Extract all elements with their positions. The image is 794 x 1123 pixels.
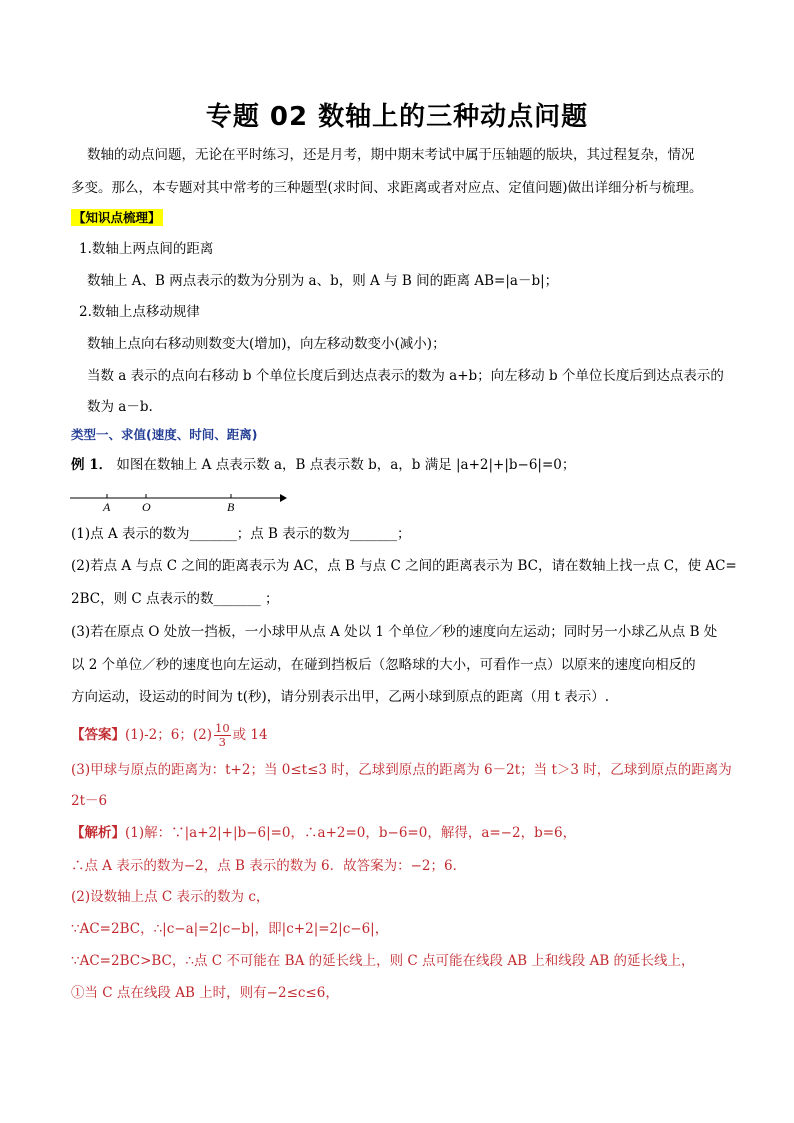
number-line-figure	[68, 488, 288, 514]
example-stem-line	[71, 455, 734, 475]
analysis-line-1: (1)解：∵|a+2|+|b−6|=0，∴a+2=0，b−6=0，解得，a=−2，b=6，	[125, 825, 577, 841]
fraction-denominator: 3	[218, 735, 226, 749]
intro-line-1: 数轴的动点问题，无论在平时练习，还是月考，期中期末考试中属于压轴题的版块，其过程复杂，情况	[87, 147, 695, 163]
number-line-arrow	[280, 494, 287, 502]
answer-part-1-end: 或 14	[232, 727, 268, 743]
question-3-line-2: 以 2 个单位／秒的速度也向左运动，在碰到挡板后（忽略球的大小，可看作一点）以原来的速度向相反的	[71, 657, 696, 673]
analysis-line-3: (2)设数轴上点 C 表示的数为 c，	[71, 889, 270, 905]
axis-label-a: A	[103, 500, 111, 514]
analysis-line-1-row	[71, 823, 734, 843]
example-label: 例 1．	[71, 457, 113, 473]
question-3-line-3: 方向运动，设运动的时间为 t(秒)，请分别表示出甲，乙两小球到原点的距离（用 t 表示）.	[71, 689, 610, 705]
answer-part-3-line-2: 2t－6	[71, 793, 108, 809]
question-1: (1)点 A 表示的数为_______；点 B 表示的数为_______；	[71, 526, 411, 542]
analysis-line-6: ①当 C 点在线段 AB 上时，则有−2≤c≤6，	[71, 985, 339, 1001]
knowledge-point-1-title: 1.数轴上两点间的距离	[79, 241, 214, 257]
example-stem: 如图在数轴上 A 点表示数 a，B 点表示数 b，a，b 满足 |a+2|+|b−6|=0；	[116, 457, 576, 473]
type-1-heading: 类型一、求值(速度、时间、距离)	[71, 427, 258, 442]
analysis-line-2: ∴点 A 表示的数为−2，点 B 表示的数为 6．故答案为：−2；6．	[71, 858, 467, 874]
question-2-line-2: 2BC，则 C 点表示的数_______ ；	[71, 591, 279, 607]
knowledge-point-2-text-3: 数为 a－b.	[87, 399, 153, 415]
analysis-line-5: ∵AC=2BC>BC，∴点 C 不可能在 BA 的延长线上，则 C 点可能在线段 AB 上和线段 AB 的延长线上，	[71, 953, 695, 969]
answer-fraction	[214, 722, 231, 749]
fraction-numerator: 10	[215, 721, 230, 735]
intro-line-2: 多变。那么，本专题对其中常考的三种题型(求时间、求距离或者对应点、定值问题)做出详细分析与梳理。	[71, 180, 703, 196]
knowledge-tag: 【知识点梳理】	[73, 210, 161, 225]
answer-part-3-line-1: (3)甲球与原点的距离为：t+2；当 0≤t≤3 时，乙球到原点的距离为 6－2t；当 t＞3 时，乙球到原点的距离为	[71, 762, 732, 778]
axis-label-o: O	[142, 500, 151, 514]
knowledge-point-2-text-2: 当数 a 表示的点向右移动 b 个单位长度后到达点表示的数为 a+b；向左移动 b 个单位长度后到达点表示的	[87, 368, 724, 384]
answer-tag: 【答案】	[71, 727, 125, 743]
analysis-line-4: ∵AC=2BC，∴|c−a|=2|c−b|，即|c+2|=2|c−6|，	[71, 921, 389, 937]
knowledge-section	[71, 208, 734, 228]
analysis-tag: 【解析】	[71, 825, 125, 841]
answer-line-1	[71, 722, 734, 749]
answer-part-1: (1)-2；6；(2)	[125, 727, 212, 743]
axis-label-b: B	[227, 500, 235, 514]
knowledge-point-2-text-1: 数轴上点向右移动则数变大(增加)，向左移动数变小(减小)；	[87, 336, 446, 352]
question-2-line-1: (2)若点 A 与点 C 之间的距离表示为 AC，点 B 与点 C 之间的距离表示为 BC，请在数轴上找一点 C，使 AC=	[71, 558, 737, 574]
knowledge-point-2-title: 2.数轴上点移动规律	[79, 304, 200, 320]
type-heading	[71, 425, 734, 445]
question-3-line-1: (3)若在原点 O 处放一挡板，一小球甲从点 A 处以 1 个单位／秒的速度向左运动；同时另一小球乙从点 B 处	[71, 624, 718, 640]
knowledge-point-1-text: 数轴上 A、B 两点表示的数为分别为 a、b，则 A 与 B 间的距离 AB=|a－b|；	[87, 273, 559, 289]
page-title: 专题 02 数轴上的三种动点问题	[205, 102, 589, 132]
